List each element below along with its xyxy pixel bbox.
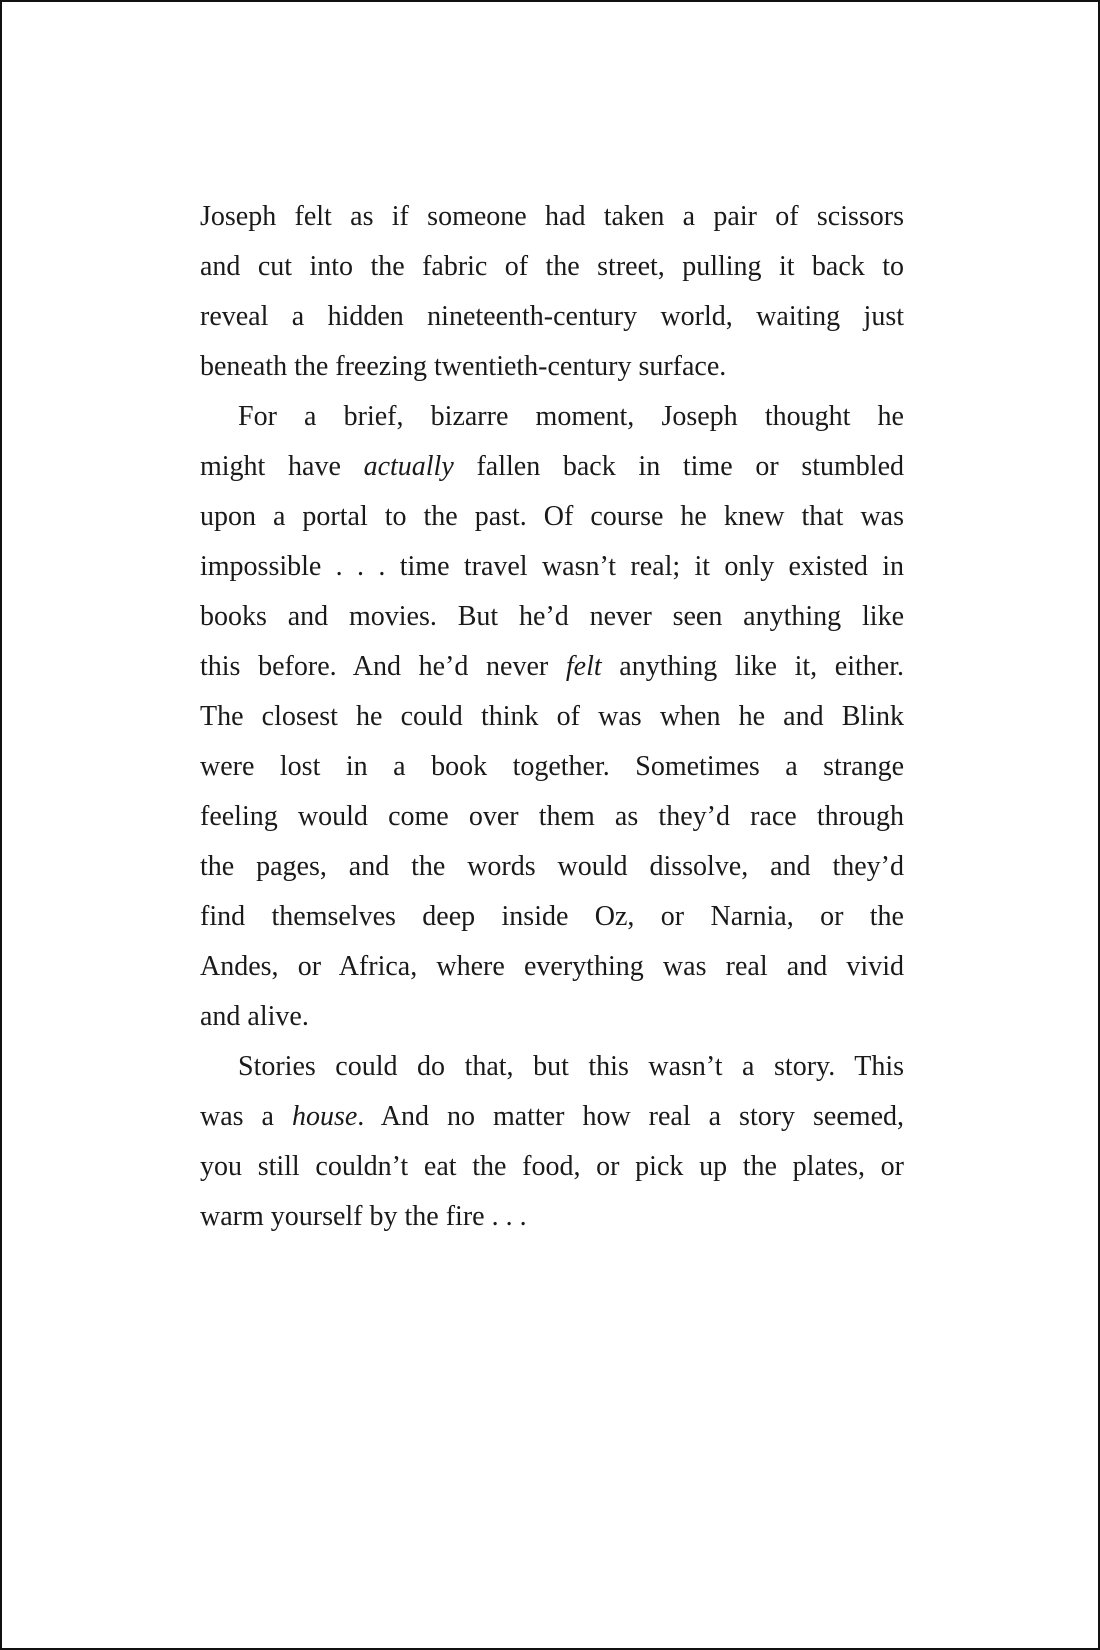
italic-emphasis: actually	[363, 451, 454, 482]
text-line: were lost in a book together. Sometimes a strange	[200, 751, 904, 782]
text-line: the pages, and the words would dissolve, and they’d	[200, 851, 904, 882]
text-run: . And no matter how real a story seemed,	[357, 1101, 904, 1132]
text-run: was a	[200, 1101, 292, 1132]
text-line: upon a portal to the past. Of course he knew that was	[200, 501, 904, 532]
text-line: reveal a hidden nineteenth-century world, waiting just	[200, 301, 904, 332]
text-line: find themselves deep inside Oz, or Narnia, or the	[200, 901, 904, 932]
text-line	[200, 442, 904, 492]
text-line: books and movies. But he’d never seen anything like	[200, 601, 904, 632]
italic-emphasis: house	[291, 1101, 358, 1132]
text-line: you still couldn’t eat the food, or pick up the plates, or	[200, 1151, 904, 1182]
paragraph-3	[200, 1042, 904, 1242]
text-run: this before. And he’d never	[200, 651, 566, 682]
italic-emphasis: felt	[565, 651, 602, 682]
paragraph-1	[200, 192, 904, 392]
text-line: feeling would come over them as they’d race through	[200, 801, 904, 832]
body-text	[200, 192, 904, 1242]
text-line: For a brief, bizarre moment, Joseph thought he	[238, 401, 904, 432]
text-run: fallen back in time or stumbled	[453, 451, 904, 482]
text-line: warm yourself by the fire . . .	[200, 1201, 527, 1232]
text-line: The closest he could think of was when he and Blink	[200, 701, 904, 732]
text-run: anything like it, either.	[601, 651, 904, 682]
text-line: impossible . . . time travel wasn’t real; it only existed in	[200, 551, 904, 582]
text-line: beneath the freezing twentieth-century surface.	[200, 351, 727, 382]
text-line: Andes, or Africa, where everything was real and vivid	[200, 951, 904, 982]
text-run: might have	[200, 451, 364, 482]
text-line: and cut into the fabric of the street, pulling it back to	[200, 251, 904, 282]
paragraph-2	[200, 392, 904, 1042]
text-line: and alive.	[200, 1001, 309, 1032]
text-line	[200, 642, 904, 692]
text-line	[200, 1092, 904, 1142]
text-line: Joseph felt as if someone had taken a pair of scissors	[200, 201, 904, 232]
text-line: Stories could do that, but this wasn’t a story. This	[238, 1051, 904, 1082]
